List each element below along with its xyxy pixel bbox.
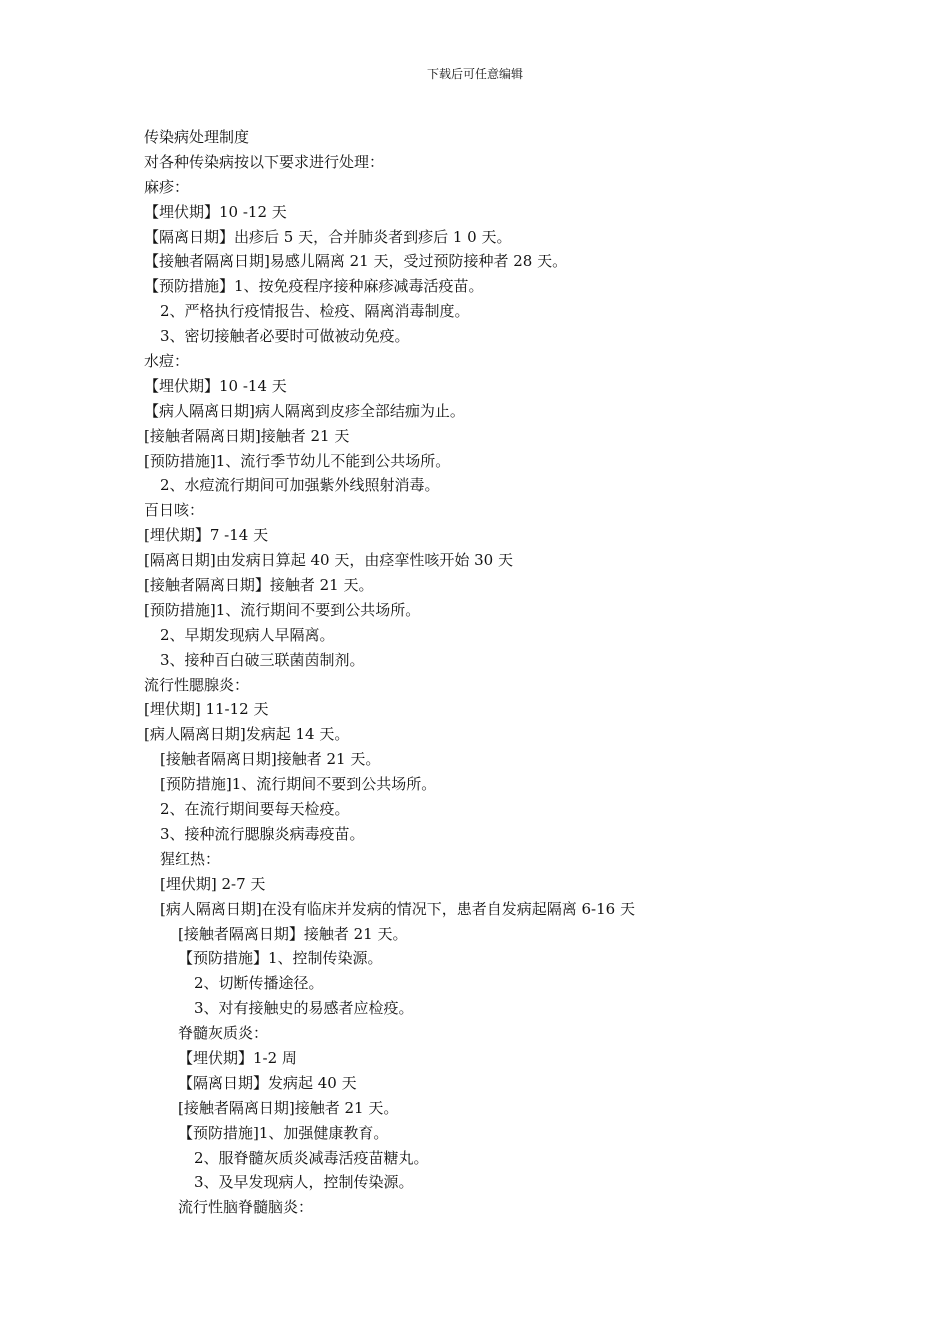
document-line: 3、及早发现病人，控制传染源。 — [194, 1173, 414, 1192]
document-line: [埋伏期] 2-7 天 — [160, 874, 266, 893]
document-line: 百日咳： — [144, 501, 205, 520]
document-line: [病人隔离日期]发病起 14 天。 — [144, 725, 350, 744]
document-line: 流行性脑脊髓脑炎： — [178, 1198, 314, 1217]
document-line: 3、密切接触者必要时可做被动免疫。 — [160, 327, 410, 346]
document-line: [病人隔离日期]在没有临床并发病的情况下，患者自发病起隔离 6-16 天 — [160, 899, 635, 918]
document-line: 猩红热： — [160, 849, 221, 868]
document-body — [144, 125, 864, 1220]
document-line: 2、在流行期间要每天检疫。 — [160, 800, 350, 819]
page-header: 下载后可任意编辑 — [426, 67, 523, 81]
document-title: 传染病处理制度 — [144, 128, 250, 146]
document-line: 3、接种流行腮腺炎病毒疫苗。 — [160, 824, 365, 843]
document-line: 脊髓灰质炎： — [178, 1024, 269, 1043]
document-line: [埋伏期】7 -14 天 — [144, 526, 269, 545]
document-line: [接触者隔离日期]接触者 21 天。 — [178, 1098, 399, 1117]
document-line: 2、水痘流行期间可加强紫外线照射消毒。 — [160, 476, 440, 495]
document-line: 水痘： — [144, 352, 190, 371]
document-line: [埋伏期] 11-12 天 — [144, 700, 269, 719]
document-line: 流行性腮腺炎： — [144, 675, 250, 694]
document-line: 【预防措施]1、加强健康教育。 — [178, 1123, 389, 1142]
document-line: [接触者隔离日期】接触者 21 天。 — [178, 924, 408, 943]
document-line: [预防措施]1、流行季节幼儿不能到公共场所。 — [144, 451, 451, 470]
document-line: 2、切断传播途径。 — [194, 974, 324, 993]
document-line: 【预防措施】1、按免疫程序接种麻疹减毒活疫苗。 — [144, 277, 484, 296]
document-line: 【预防措施】1、控制传染源。 — [178, 949, 383, 968]
document-line: 【病人隔离日期]病人隔离到皮疹全部结痂为止。 — [144, 401, 465, 420]
document-line: [预防措施]1、流行期间不要到公共场所。 — [144, 600, 421, 619]
document-line: 2、严格执行疫情报告、检疫、隔离消毒制度。 — [160, 302, 470, 321]
document-line: [隔离日期]由发病日算起 40 天，由痉挛性咳开始 30 天 — [144, 551, 513, 570]
document-line: [接触者隔离日期]接触者 21 天。 — [160, 750, 381, 769]
document-line: 3、对有接触史的易感者应检疫。 — [194, 999, 414, 1018]
document-line: [预防措施]1、流行期间不要到公共场所。 — [160, 775, 437, 794]
document-line: 麻疹： — [144, 177, 190, 196]
document-line: 【埋伏期】1-2 周 — [178, 1048, 297, 1067]
document-line: 【隔离日期】出疹后 5 天，合并肺炎者到疹后 1 0 天。 — [144, 227, 512, 246]
document-line: 3、接种百白破三联菌茵制剂。 — [160, 650, 365, 669]
document-line: 【隔离日期】发病起 40 天 — [178, 1073, 357, 1092]
document-line: 【接触者隔离日期]易感儿隔离 21 天，受过预防接种者 28 天。 — [144, 252, 568, 271]
document-line: [接触者隔离日期]接触者 21 天 — [144, 426, 350, 445]
document-line: [接触者隔离日期】接触者 21 天。 — [144, 576, 374, 595]
document-line: 2、早期发现病人早隔离。 — [160, 625, 335, 644]
document-line: 2、服脊髓灰质炎减毒活疫苗糖丸。 — [194, 1148, 429, 1167]
document-line: 【埋伏期】10 -12 天 — [144, 202, 287, 221]
document-line: 【埋伏期】10 -14 天 — [144, 376, 287, 395]
document-line: 对各种传染病按以下要求进行处理： — [144, 152, 385, 171]
